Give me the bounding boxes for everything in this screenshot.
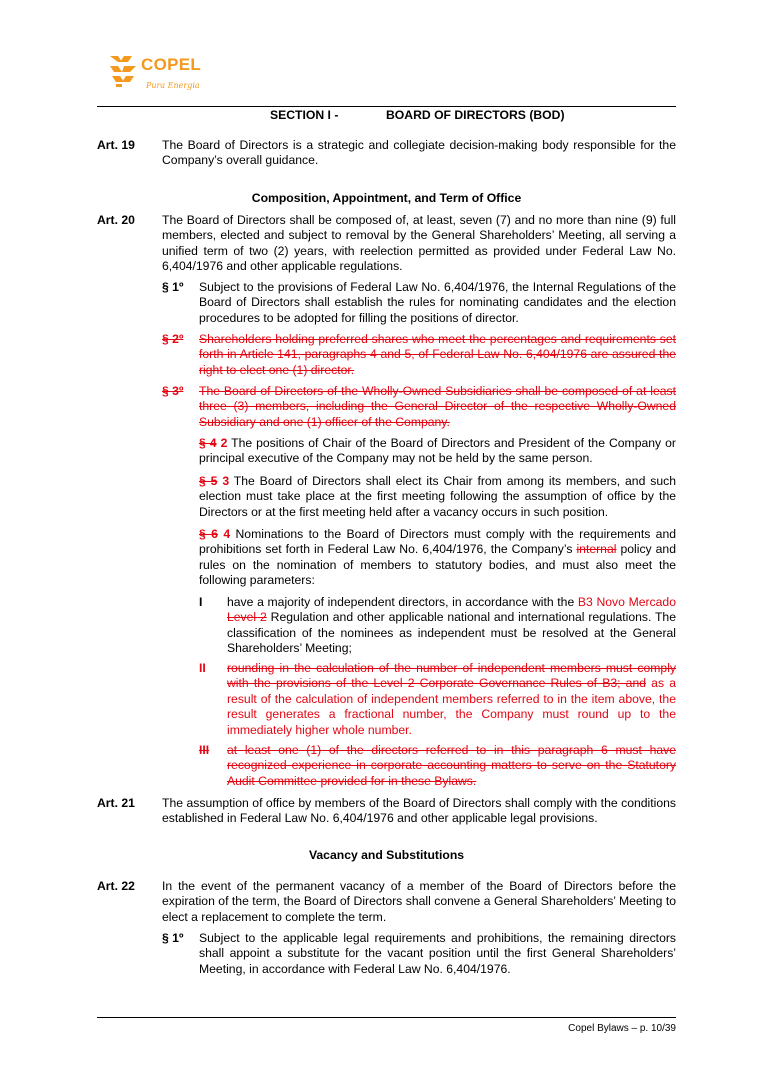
item-iii-text: at least one (1) of the directors referred to in this paragraph 6 must have recognized experience in corporate accounting matters to serve on the Statutory Audit Committee provided for in these Bylaws.: [227, 743, 676, 788]
item-i-text-a: have a majority of independent directors, in accordance with the: [227, 595, 575, 609]
art20-p6: [199, 527, 676, 589]
item-iii-number: III: [199, 743, 210, 757]
art19-text: The Board of Directors is a strategic and collegiate decision-making body responsible for the Company’s overall guidance.: [162, 138, 676, 168]
art20-p6-old-mark: § 6: [199, 527, 218, 541]
section-title: BOARD OF DIRECTORS (BOD): [386, 108, 565, 122]
art20-p3-text: The Board of Directors of the Wholly-Owned Subsidiaries shall be composed of at least three (3) members, including the General Director of the respective Wholly-Owned Subsidiary and one (1) officer of the Company.: [199, 384, 676, 429]
item-ii-inserted: as a result of the calculation of independent members referred to in the item above, the result generates a fractional number, the Company must round up to the immediately higher whole number.: [227, 676, 676, 737]
art20-p6-new-mark: 4: [223, 527, 231, 541]
art22-text: In the event of the permanent vacancy of a member of the Board of Directors before the expiration of the term, the Board of Directors shall convene a General Shareholders’ Meeting to elect a replacement to complete the term.: [162, 879, 676, 924]
art22-number: Art. 22: [97, 879, 135, 893]
item-i-inserted: B3 Novo Mercado: [577, 595, 676, 609]
art20-p5-old-mark: § 5: [199, 474, 218, 488]
art20-text: The Board of Directors shall be composed of, at least, seven (7) and no more than nine (9) full members, elected and subject to removal by the General Shareholders’ Meeting, all serving a unified term of two (2) years, with reelection permitted as provided under Federal Law No. 6,404/1976 and other applicable regulations.: [162, 213, 676, 274]
art20-number: Art. 20: [97, 213, 135, 227]
item-i-number: I: [199, 595, 203, 609]
logo-tagline: Pura Energia: [146, 81, 200, 90]
art21-text: The assumption of office by members of the Board of Directors shall comply with the conditions established in Federal Law No. 6,404/1976 and other applicable legal provisions.: [162, 796, 676, 826]
heading-composition: Composition, Appointment, and Term of Office: [251, 191, 522, 205]
art20-p1-mark: § 1º: [162, 280, 184, 294]
item-ii-deleted: rounding in the calculation of the number of independent members must comply with the provisions of the Level 2 Corporate Governance Rules of B3; and: [227, 661, 676, 691]
section-label: SECTION I -: [270, 108, 339, 122]
copel-logo-icon: [108, 54, 138, 88]
art20-p6-text-b: policy and rules on the nomination of members to statutory bodies, and must also meet the following parameters:: [199, 542, 676, 588]
art20-p6-deleted: internal: [576, 542, 617, 557]
item-i-text-b: Regulation and other applicable national and international regulations. The classification of the nominees as independent must be resolved at the General Shareholders’ Meeting;: [227, 610, 676, 656]
heading-vacancy: Vacancy and Substitutions: [308, 848, 465, 862]
art22-p1-mark: § 1º: [162, 931, 184, 945]
art20-p4-old-mark: § 4: [199, 436, 217, 450]
art20-p5: [199, 474, 676, 520]
logo-brand: COPEL: [141, 55, 202, 74]
footer-rule: [97, 1017, 676, 1018]
item-i-deleted: Level 2: [227, 610, 267, 625]
item-ii-text: [227, 661, 676, 738]
art20-p2-mark: § 2º: [162, 332, 184, 346]
art20-p5-text: The Board of Directors shall elect its Chair from among its members, and such election must take place at the first meeting following the assumption of office by the Directors or at the first meeting held after a vacancy occurs in such position.: [199, 474, 676, 519]
art20-p4-new-mark: 2: [220, 436, 228, 450]
item-ii-number: II: [199, 661, 206, 675]
art22-p1-text: Subject to the applicable legal requirements and prohibitions, the remaining directors shall appoint a substitute for the vacant position until the first General Shareholders’ Meeting, in accordance with Federal Law No. 6,404/1976.: [199, 931, 676, 976]
page-footer: Copel Bylaws – p. 10/39: [568, 1023, 676, 1034]
header-rule: [97, 106, 676, 107]
art20-p3-mark: § 3º: [162, 384, 184, 398]
art21-number: Art. 21: [97, 796, 135, 810]
art20-p1-text: Subject to the provisions of Federal Law No. 6,404/1976, the Internal Regulations of the Board of Directors shall establish the rules for nominating candidates and the election procedures to be adopted for filling the positions of director.: [199, 280, 676, 325]
copel-logo: [108, 54, 208, 94]
art19-number: Art. 19: [97, 138, 135, 152]
art20-p6-text-a: Nominations to the Board of Directors must comply with the requirements and prohibitions set forth in Federal Law No. 6,404/1976, the Company’s: [199, 527, 677, 557]
art20-p4-text: The positions of Chair of the Board of Directors and President of the Company or principal executive of the Company may not be held by the same person.: [199, 436, 676, 466]
art20-p2-text: Shareholders holding preferred shares who meet the percentages and requirements set forth in Article 141, paragraphs 4 and 5, of Federal Law No. 6,404/1976 are assured the right to elect one (1) director.: [199, 332, 676, 377]
art20-p4: [199, 436, 676, 467]
art20-p5-new-mark: 3: [222, 474, 230, 488]
item-i-text: [227, 595, 676, 657]
